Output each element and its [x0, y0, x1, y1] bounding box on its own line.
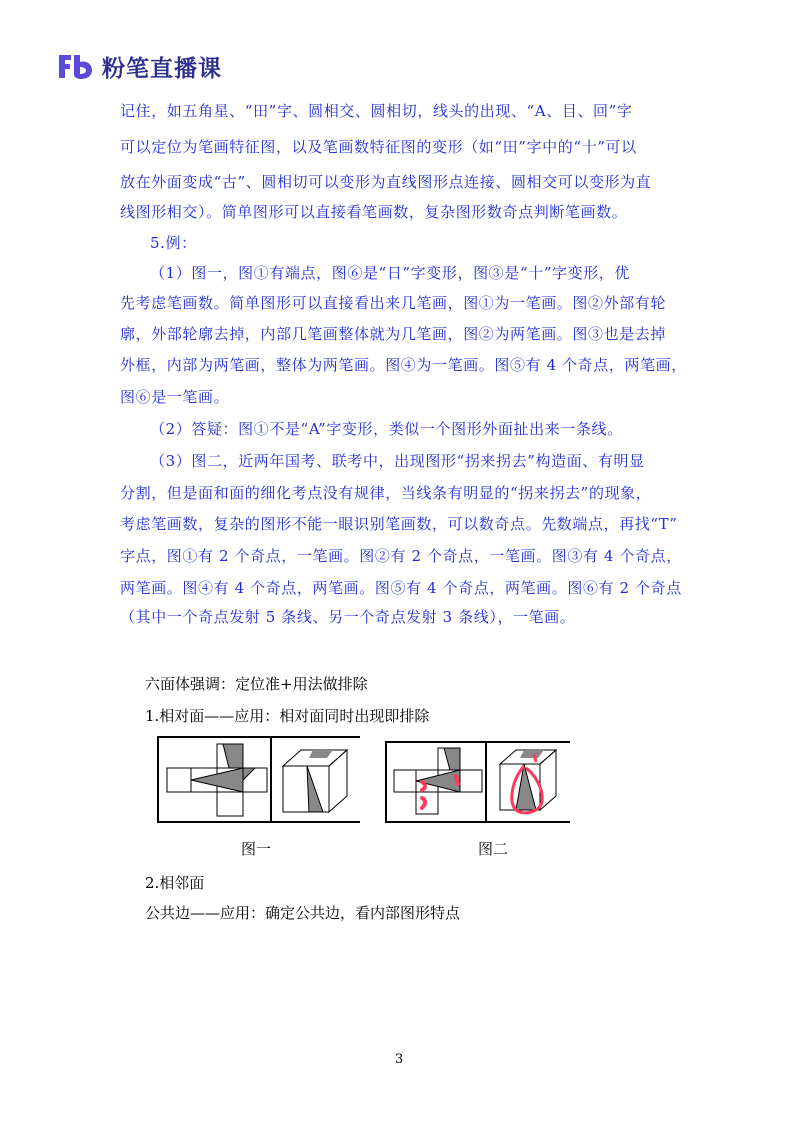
net-shaded-corner	[243, 768, 255, 780]
figure-two	[384, 740, 570, 824]
example-3-line: 考虑笔画数，复杂的图形不能一眼识别笔画数，可以数奇点。先数端点，再找“T”	[120, 515, 678, 533]
cube-item-2: 2.相邻面	[145, 874, 205, 892]
example-3-line: （其中一个奇点发射 5 条线、另一个奇点发射 3 条线），一笔画。	[120, 608, 576, 626]
cube-section-title: 六面体强调：定位准+用法做排除	[145, 675, 368, 693]
figure-one	[157, 736, 360, 824]
example-2-line: （2）答疑：图①不是“A”字变形，类似一个图形外面扯出来一条线。	[150, 420, 623, 438]
example-heading: 5.例：	[150, 234, 197, 252]
example-3-line: （3）图二，近两年国考、联考中，出现图形“拐来拐去”构造面、有明显	[150, 452, 645, 470]
example-1-line: 先考虑笔画数。简单图形可以直接看出来几笔画，图①为一笔画。图②外部有轮	[120, 294, 667, 312]
brand-logo	[56, 50, 222, 82]
intro-line: 记住，如五角星、“田”字、圆相交、圆相切，线头的出现、“A、目、回”字	[120, 102, 633, 120]
net-shaded-wedge	[444, 748, 460, 770]
intro-line: 可以定位为笔画特征图，以及笔画数特征图的变形（如“田”字中的“十”可以	[120, 138, 637, 156]
page-number: 3	[395, 1052, 404, 1067]
example-1-line: 廓，外部轮廓去掉，内部几笔画整体就为几笔画，图②为两笔画。图③也是去掉	[120, 325, 667, 343]
example-3-line: 分割，但是面和面的细化考点没有规律，当线条有明显的“拐来拐去”的现象，	[120, 484, 652, 502]
cube-shaded-top	[309, 750, 333, 758]
figure-two-caption: 图二	[478, 840, 509, 858]
intro-line: 线图形相交）。简单图形可以直接看笔画数，复杂图形数奇点判断笔画数。	[120, 203, 628, 221]
brand-name: 粉笔直播课	[102, 55, 222, 82]
cube-shaded-top	[520, 750, 544, 758]
example-1-line: （1）图一，图①有端点，图⑥是“日”字变形，图③是“十”字变形，优	[150, 264, 631, 282]
example-3-line: 字点，图①有 2 个奇点，一笔画。图②有 2 个奇点，一笔画。图③有 4 个奇点，	[120, 547, 682, 565]
fb-logo-icon	[56, 51, 96, 81]
example-3-line: 两笔画。图④有 4 个奇点，两笔画。图⑤有 4 个奇点，两笔画。图⑥有 2 个奇点	[120, 579, 682, 597]
figure-one-caption: 图一	[241, 840, 272, 858]
cube-shaded-front	[307, 766, 323, 812]
intro-line: 放在外面变成“古”、圆相切可以变形为直线图形点连接、圆相交可以变形为直	[120, 173, 652, 191]
cube-item-2-detail: 公共边——应用：确定公共边，看内部图形特点	[145, 904, 461, 922]
example-1-line: 外框，内部为两笔画，整体为两笔画。图④为一笔画。图⑤有 4 个奇点，两笔画，	[120, 356, 687, 374]
example-1-line: 图⑥是一笔画。	[120, 388, 230, 406]
cube-item-1: 1.相对面——应用：相对面同时出现即排除	[145, 707, 430, 725]
net-shaded-wedge	[223, 744, 243, 768]
